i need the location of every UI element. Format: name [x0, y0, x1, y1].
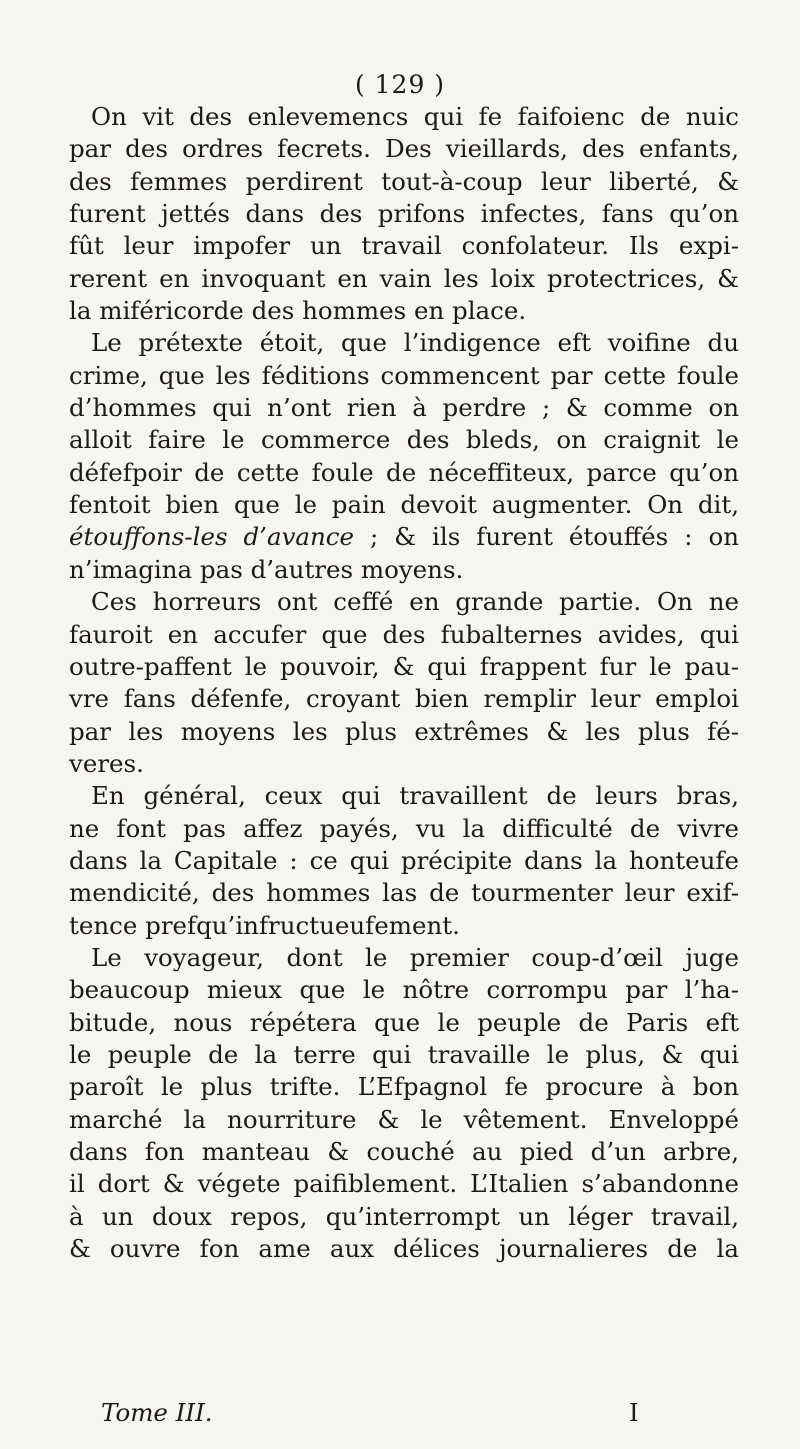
text-line: alloit faire le commerce des bleds, on craignit le: [69, 425, 739, 455]
volume-label: Tome III.: [101, 1398, 213, 1427]
text-line: marché la nourriture & le vêtement. Enveloppé: [69, 1104, 739, 1134]
body-text: [69, 101, 739, 1265]
text-line: outre-paffent le pouvoir, & qui frappent fur le pau-: [69, 651, 739, 681]
text-line: Ces horreurs ont ceffé en grande partie. On ne: [91, 587, 739, 617]
text-line: furent jettés dans des prifons infectes, fans qu’on: [69, 199, 739, 229]
text-line: Le voyageur, dont le premier coup-d’œil juge: [91, 942, 739, 972]
text-line: tence prefqu’infructueufement.: [69, 910, 460, 940]
text-line: crime, que les féditions commencent par cette foule: [69, 360, 739, 390]
text-line: dans fon manteau & couché au pied d’un arbre,: [69, 1137, 739, 1166]
signature-mark: I: [629, 1398, 639, 1427]
text-line: En général, ceux qui travaillent de leurs bras,: [91, 781, 739, 811]
text-line: étouffons-les d’avance ; & ils furent étouffés : on: [69, 522, 739, 552]
text-line: défefpoir de cette foule de néceffiteux, parce qu’on: [69, 457, 739, 487]
text-line: fentoit bien que le pain devoit augmenter. On dit,: [69, 490, 739, 520]
text-line: à un doux repos, qu’interrompt un léger travail,: [69, 1201, 739, 1231]
text-line: d’hommes qui n’ont rien à perdre ; & comme on: [69, 393, 739, 423]
text-line: Le prétexte étoit, que l’indigence eft voifine du: [91, 328, 739, 358]
text-line: mendicité, des hommes las de tourmenter leur exif-: [69, 878, 739, 908]
page-number: ( 129 ): [354, 70, 446, 99]
text-line: dans la Capitale : ce qui précipite dans la honteufe: [69, 845, 739, 875]
text-line: le peuple de la terre qui travaille le plus, & qui: [69, 1039, 739, 1069]
text-line: & ouvre fon ame aux délices journalieres de la: [69, 1234, 739, 1264]
text-line: rerent en invoquant en vain les loix protectrices, &: [69, 263, 739, 293]
text-line: fauroit en accufer que des fubalternes avides, qui: [69, 619, 739, 649]
text-line: bitude, nous répétera que le peuple de Paris eft: [69, 1007, 739, 1037]
text-line: paroît le plus trifte. L’Efpagnol fe procure à bon: [69, 1072, 739, 1102]
text-line: vre fans défenfe, croyant bien remplir leur emploi: [69, 684, 739, 714]
text-line: il dort & végete paifiblement. L’Italien s’abandonne: [69, 1169, 739, 1199]
text-line: On vit des enlevemencs qui fe faifoienc de nuic: [91, 102, 739, 131]
text-line: par des ordres fecrets. Des vieillards, des enfants,: [69, 134, 739, 164]
text-line: ne font pas affez payés, vu la difficulté de vivre: [69, 813, 739, 843]
text-line: des femmes perdirent tout-à-coup leur liberté, &: [69, 166, 739, 196]
text-line: fût leur impofer un travail confolateur. Ils expi-: [69, 231, 739, 261]
text-line: beaucoup mieux que le nôtre corrompu par l’ha-: [69, 975, 739, 1005]
text-line: la miféricorde des hommes en place.: [69, 296, 527, 326]
text-line: par les moyens les plus extrêmes & les plus fé-: [69, 716, 739, 746]
text-line: n’imagina pas d’autres moyens.: [69, 554, 464, 584]
text-line: veres.: [69, 748, 144, 778]
